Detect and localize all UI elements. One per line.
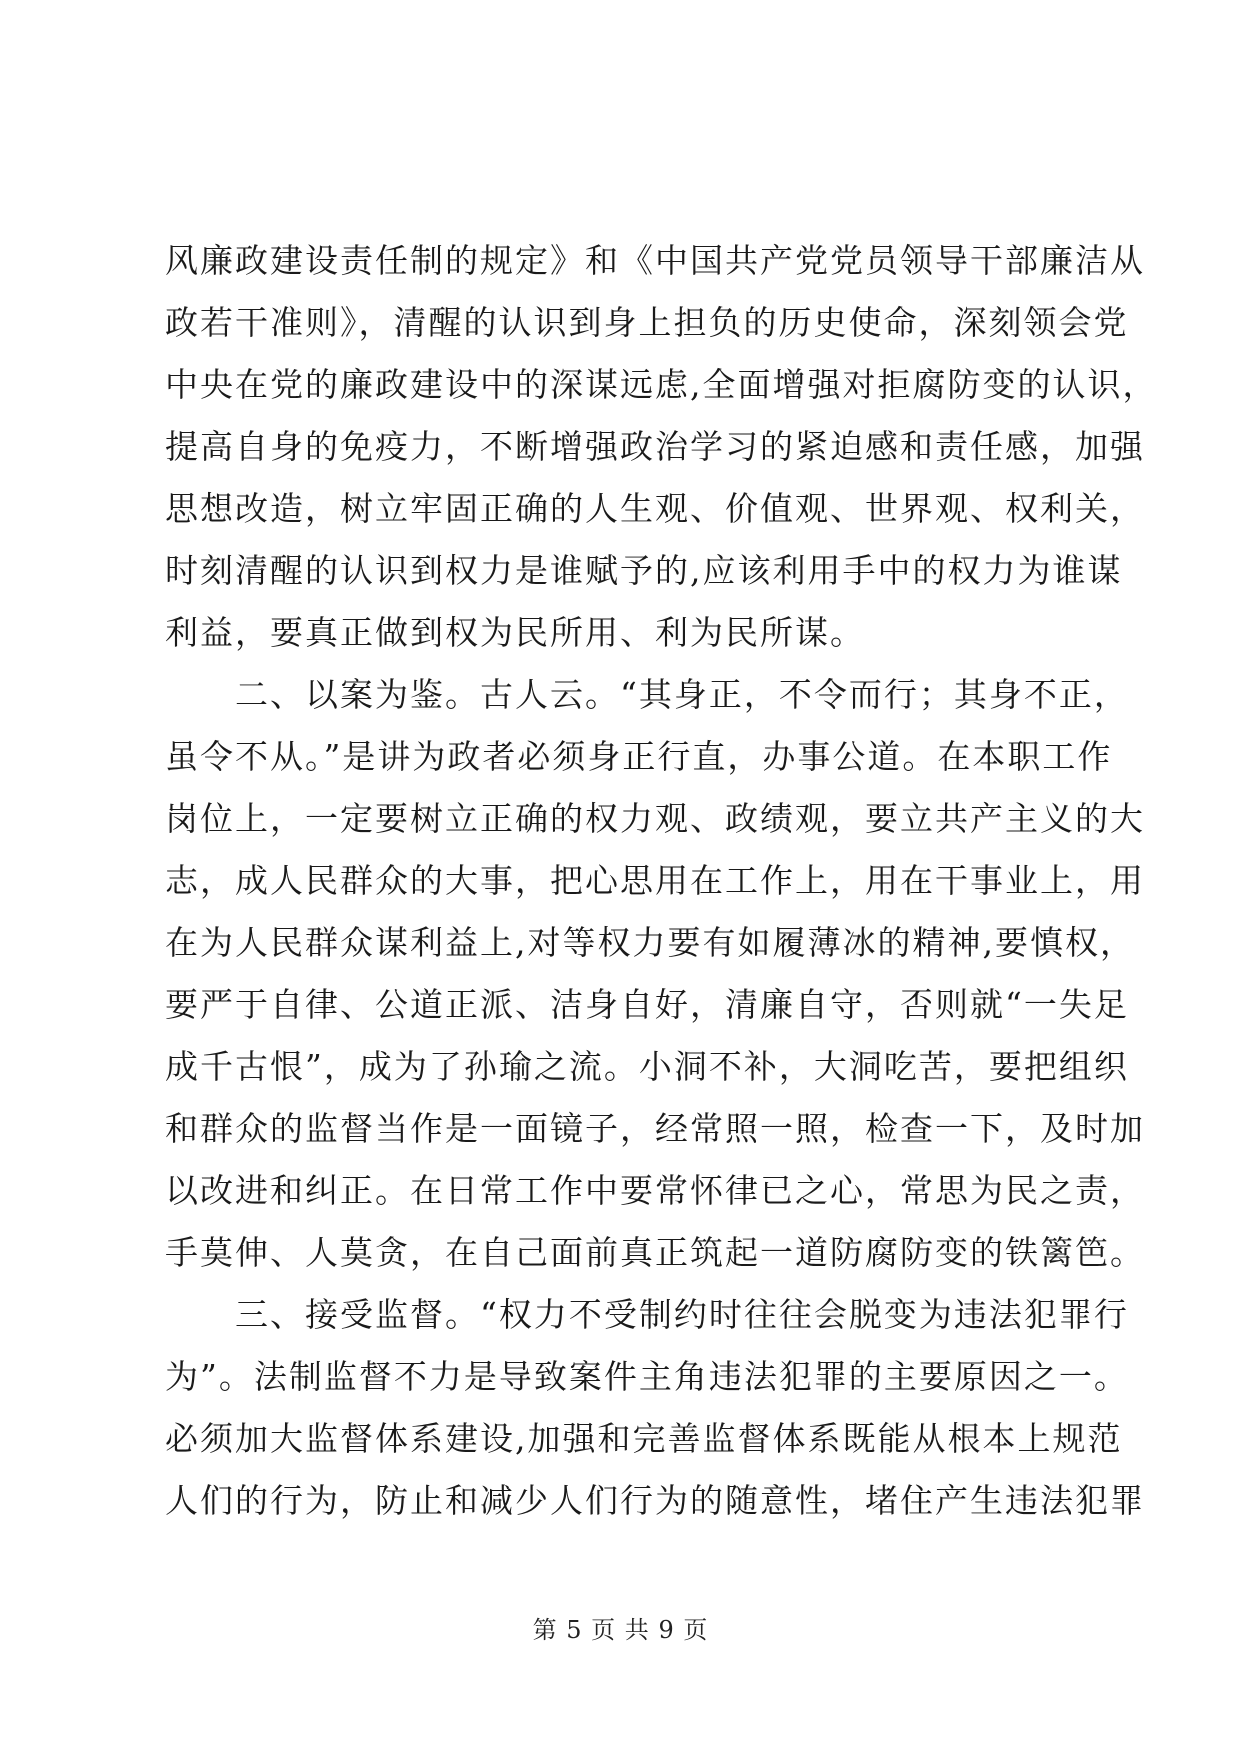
text-line: 中央在党的廉政建设中的深谋远虑,全面增强对拒腐防变的认识， bbox=[165, 365, 1158, 404]
text-line: 和群众的监督当作是一面镜子，经常照一照，检查一下，及时加 bbox=[165, 1109, 1145, 1148]
text-line: 以改进和纠正。在日常工作中要常怀律已之心，常思为民之责， bbox=[165, 1171, 1145, 1210]
text-line: 为”。法制监督不力是导致案件主角违法犯罪的主要原因之一。 bbox=[165, 1357, 1129, 1396]
text-line: 在为人民群众谋利益上,对等权力要有如履薄冰的精神,要慎权， bbox=[165, 923, 1135, 962]
section-two-heading-line: 二、以案为鉴。古人云。“其身正，不令而行；其身不正， bbox=[165, 675, 1129, 714]
text-line: 手莫伸、人莫贪，在自己面前真正筑起一道防腐防变的铁篱笆。 bbox=[165, 1233, 1145, 1272]
text-line: 思想改造，树立牢固正确的人生观、价值观、世界观、权利关， bbox=[165, 489, 1145, 528]
text-line: 志，成人民群众的大事，把心思用在工作上，用在干事业上，用 bbox=[165, 861, 1145, 900]
text-line: 要严于自律、公道正派、洁身自好，清廉自守，否则就“一失足 bbox=[165, 985, 1129, 1024]
text-line: 虽令不从。”是讲为政者必须身正行直，办事公道。在本职工作 bbox=[165, 737, 1113, 776]
text-line: 岗位上，一定要树立正确的权力观、政绩观，要立共产主义的大 bbox=[165, 799, 1145, 838]
text-line: 提高自身的免疫力，不断增强政治学习的紧迫感和责任感，加强 bbox=[165, 427, 1145, 466]
text-line: 成千古恨”，成为了孙瑜之流。小洞不补，大洞吃苦，要把组织 bbox=[165, 1047, 1129, 1086]
section-three-heading-line: 三、接受监督。“权力不受制约时往往会脱变为违法犯罪行 bbox=[165, 1295, 1129, 1334]
body-text bbox=[165, 230, 1158, 1532]
text-line: 时刻清醒的认识到权力是谁赋予的,应该利用手中的权力为谁谋 bbox=[165, 551, 1123, 590]
text-line: 风廉政建设责任制的规定》和《中国共产党党员领导干部廉洁从 bbox=[165, 241, 1145, 280]
text-line: 利益，要真正做到权为民所用、利为民所谋。 bbox=[165, 613, 865, 652]
text-line: 政若干准则》，清醒的认识到身上担负的历史使命，深刻领会党 bbox=[165, 303, 1129, 342]
text-line: 必须加大监督体系建设,加强和完善监督体系既能从根本上规范 bbox=[165, 1419, 1123, 1458]
text-line: 人们的行为，防止和减少人们行为的随意性，堵住产生违法犯罪 bbox=[165, 1481, 1145, 1520]
page-number-footer: 第 5 页 共 9 页 bbox=[532, 1616, 709, 1644]
